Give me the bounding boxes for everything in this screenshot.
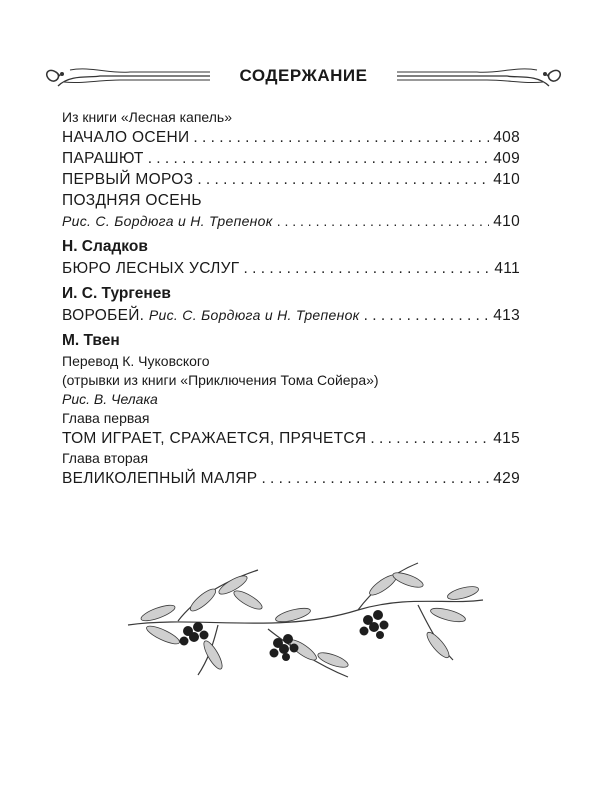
page-number: 415 — [493, 430, 520, 447]
excerpt-note: (отрывки из книги «Приключения Тома Сойера») — [62, 372, 379, 388]
entry-title: ПОЗДНЯЯ ОСЕНЬ — [62, 192, 202, 209]
toc-entry-title-line[interactable] — [62, 190, 520, 211]
entry-title: ПЕРВЫЙ МОРОЗ — [62, 171, 194, 188]
dot-leader — [370, 428, 489, 449]
toc-entry[interactable] — [62, 468, 520, 489]
dot-leader — [193, 127, 489, 148]
author-name: Н. Сладков — [62, 238, 148, 255]
toc-entry[interactable] — [62, 127, 520, 148]
dot-leader — [261, 468, 489, 489]
author-name: И. С. Тургенев — [62, 285, 171, 302]
entry-title: ПАРАШЮТ — [62, 150, 144, 167]
entry-title: ТОМ ИГРАЕТ, СРАЖАЕТСЯ, ПРЯЧЕТСЯ — [62, 430, 367, 447]
toc-entry[interactable] — [62, 258, 520, 279]
illustrator-credit: Рис. В. Челака — [62, 391, 158, 407]
illustrator-credit: Рис. С. Бордюга и Н. Трепенок — [148, 307, 360, 323]
dot-leader — [244, 258, 491, 279]
dot-leader — [364, 305, 490, 326]
page-number: 409 — [493, 150, 520, 167]
contents-header — [40, 56, 567, 96]
dot-leader — [148, 148, 490, 169]
dot-leader — [277, 211, 490, 232]
rowan-branch-icon — [118, 555, 490, 685]
entry-title: НАЧАЛО ОСЕНИ — [62, 129, 190, 146]
ornament-right-icon — [392, 56, 567, 96]
dot-leader — [197, 169, 489, 190]
page-number: 411 — [494, 260, 520, 277]
toc-entry[interactable] — [62, 211, 520, 232]
illustrator-credit: Рис. С. Бордюга и Н. Трепенок — [62, 213, 273, 229]
entry-title: ВОРОБЕЙ. — [62, 307, 145, 324]
page-title: СОДЕРЖАНИЕ — [239, 66, 368, 85]
toc-entry[interactable] — [62, 148, 520, 169]
chapter-label: Глава первая — [62, 410, 150, 426]
author-name: М. Твен — [62, 332, 120, 349]
book-intro: Из книги «Лесная капель» — [62, 109, 232, 125]
page-number: 429 — [493, 470, 520, 487]
chapter-label: Глава вторая — [62, 450, 149, 466]
page-number: 413 — [493, 307, 520, 324]
page-number: 408 — [493, 129, 520, 146]
toc-entry[interactable] — [62, 428, 520, 449]
entry-title: ВЕЛИКОЛЕПНЫЙ МАЛЯР — [62, 470, 258, 487]
translator-credit: Перевод К. Чуковского — [62, 353, 210, 369]
page-number: 410 — [493, 171, 520, 188]
table-of-contents — [62, 108, 520, 489]
entry-title: БЮРО ЛЕСНЫХ УСЛУГ — [62, 260, 240, 277]
page-number: 410 — [493, 213, 520, 230]
toc-entry[interactable] — [62, 305, 520, 326]
toc-entry[interactable] — [62, 169, 520, 190]
